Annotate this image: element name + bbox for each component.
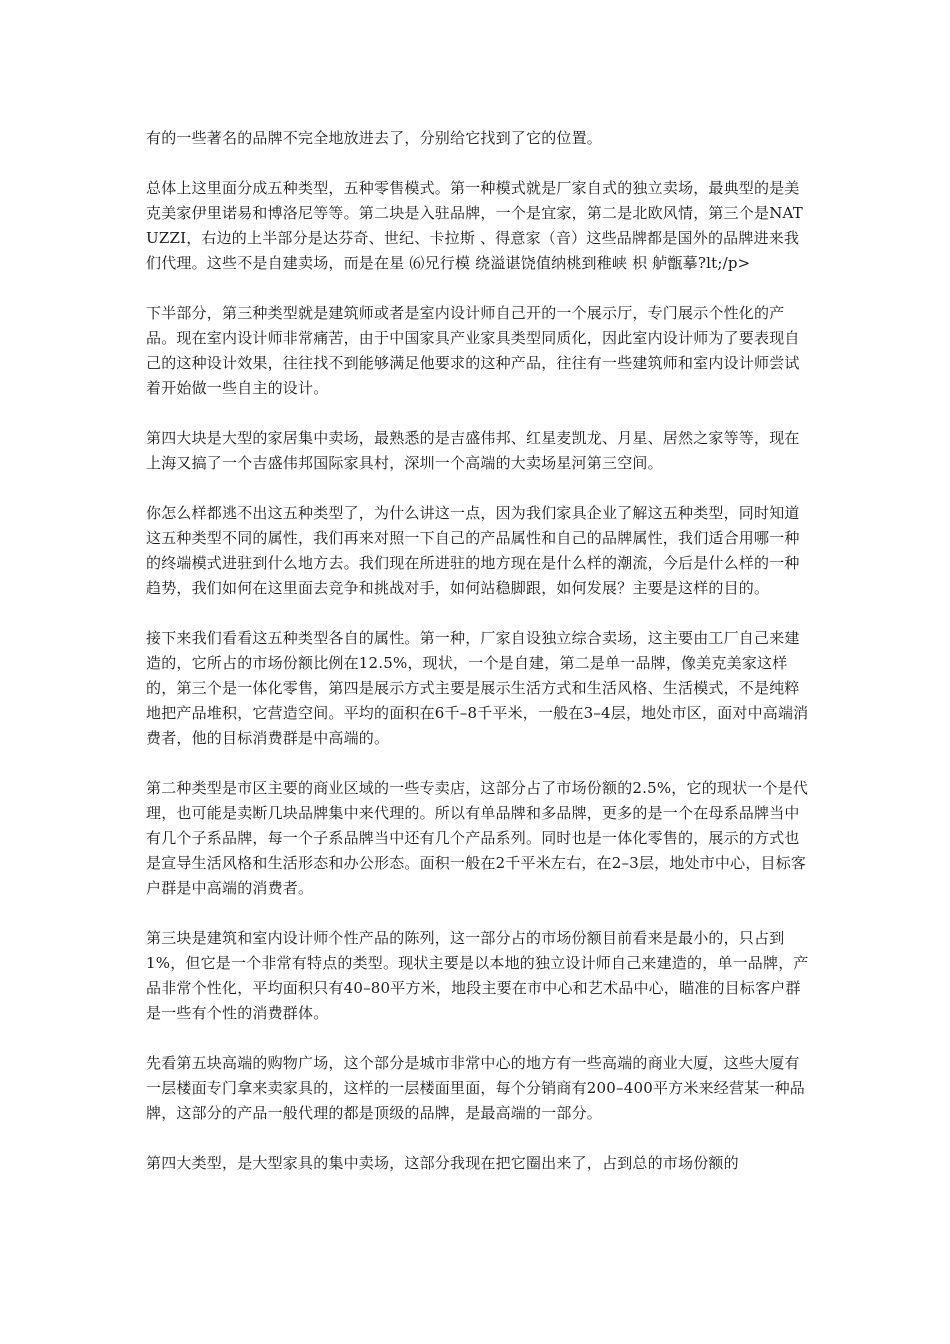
paragraph-7: 第二种类型是市区主要的商业区域的一些专卖店，这部分占了市场份额的2.5%，它的现状一个是代理，也可能是卖断几块品牌集中来代理的。所以有单品牌和多品牌，更多的是一个在母系品牌当中有几个子系品牌，每一个子系品牌当中还有几个产品系列。同时也是一体化零售的，展示的方式也是宣导生活风格和生活形态和办公形态。面积一般在2千平米左右，在2–3层，地处市中心，目标客户群是中高端的消费者。 [146, 779, 809, 897]
paragraph-3: 下半部分，第三种类型就是建筑师或者是室内设计师自己开的一个展示厅，专门展示个性化的产品。现在室内设计师非常痛苦，由于中国家具产业家具类型同质化，因此室内设计师为了要表现自己的这种设计效果，往往找不到能够满足他要求的这种产品，往往有一些建筑师和室内设计师尝试着开始做一些自主的设计。 [146, 304, 800, 397]
paragraph-9: 先看第五块高端的购物广场，这个部分是城市非常中心的地方有一些高端的商业大厦，这些大厦有一层楼面专门拿来卖家具的，这样的一层楼面里面，每个分销商有200–400平方米来经营某一种品牌，这部分的产品一般代理的都是顶级的品牌，是最高端的一部分。 [146, 1054, 805, 1122]
paragraph-6: 接下来我们看看这五种类型各自的属性。第一种，厂家自设独立综合卖场，这主要由工厂自己来建造的，它所占的市场份额比例在12.5%，现状，一个是自建，第二是单一品牌，像美克美家这样的，第三个是一体化零售，第四是展示方式主要是展示生活方式和生活风格、生活模式，不是纯粹地把产品堆积，它营造空间。平均的面积在6千–8千平米，一般在3–4层，地处市区，面对中高端消费者，他的目标消费群是中高端的。 [146, 629, 809, 747]
paragraph-1: 有的一些著名的品牌不完全地放进去了，分别给它找到了它的位置。 [146, 129, 603, 147]
paragraph-8: 第三块是建筑和室内设计师个性产品的陈列，这一部分占的市场份额目前看来是最小的，只占到1%，但它是一个非常有特点的类型。现状主要是以本地的独立设计师自己来建造的，单一品牌，产品非常个性化，平均面积只有40–80平方米，地段主要在市中心和艺术品中心，瞄准的目标客户群是一些有个性的消费群体。 [146, 929, 809, 1022]
paragraph-4: 第四大块是大型的家居集中卖场，最熟悉的是吉盛伟邦、红星麦凯龙、月星、居然之家等等，现在上海又搞了一个吉盛伟邦国际家具村，深圳一个高端的大卖场星河第三空间。 [146, 429, 800, 472]
paragraph-10: 第四大类型，是大型家具的集中卖场，这部分我现在把它圈出来了，占到总的市场份额的 [146, 1154, 739, 1172]
document-body [146, 126, 814, 1176]
paragraph-2: 总体上这里面分成五种类型，五种零售模式。第一种模式就是厂家自式的独立卖场，最典型的是美克美家伊里诺易和博洛尼等等。第二块是入驻品牌，一个是宜家，第二是北欧风情，第三个是NATUZZI，右边的上半部分是达芬奇、世纪、卡拉斯 、得意家（音）这些品牌都是国外的品牌进来我们代理。这些不是自建卖场，而是在星 ⑹兄行模 绕溢谌饶值纳桃到稚峡 枳 舻甑摹?lt;/p> [146, 179, 803, 272]
paragraph-5: 你怎么样都逃不出这五种类型了，为什么讲这一点，因为我们家具企业了解这五种类型，同时知道这五种类型不同的属性，我们再来对照一下自己的产品属性和自己的品牌属性，我们适合用哪一种的终端模式进驻到什么地方去。我们现在所进驻的地方现在是什么样的潮流，今后是什么样的一种趋势，我们如何在这里面去竞争和挑战对手，如何站稳脚跟，如何发展？主要是这样的目的。 [146, 504, 800, 597]
